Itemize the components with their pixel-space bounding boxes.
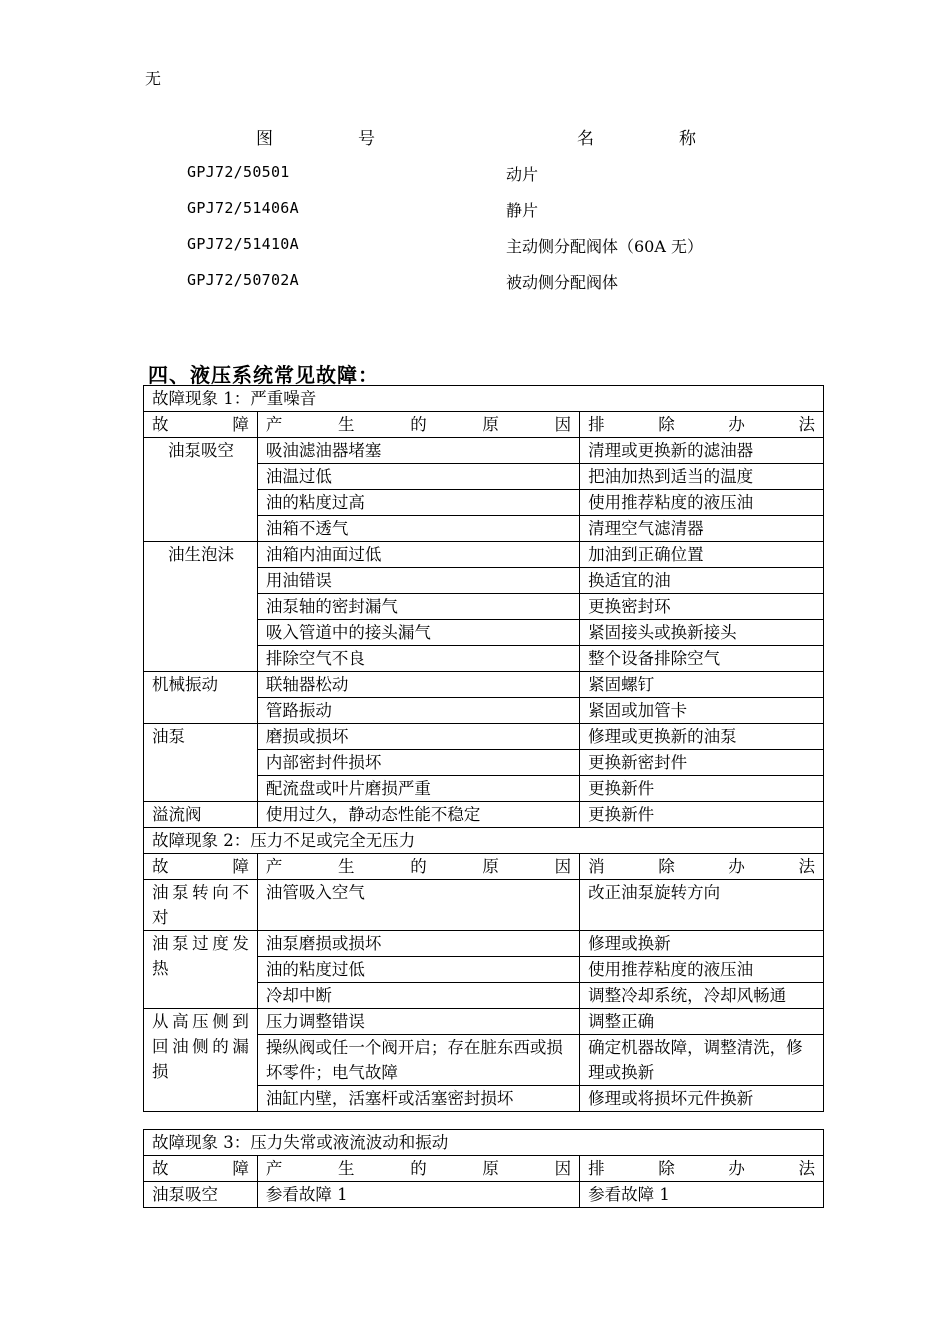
- fix-cell: 加油到正确位置: [580, 542, 824, 568]
- fault-group: 溢流阀: [144, 802, 258, 828]
- header-fix: 排除办法: [580, 1156, 824, 1182]
- fault-group: 油泵: [144, 724, 258, 802]
- fix-cell: 调整冷却系统，冷却风畅通: [580, 983, 824, 1009]
- part-name: 静片: [506, 201, 539, 220]
- fault-group: 油泵过度发热: [144, 931, 258, 1009]
- header-cause: 产生的原因: [257, 412, 579, 438]
- cause-cell: 使用过久，静动态性能不稳定: [257, 802, 579, 828]
- fix-cell: 确定机器故障，调整清洗，修理或换新: [580, 1035, 824, 1086]
- cause-cell: 操纵阀或任一个阀开启；存在脏东西或损坏零件；电气故障: [257, 1035, 579, 1086]
- fault-table-1-2: [143, 385, 824, 1112]
- fix-cell: 把油加热到适当的温度: [580, 464, 824, 490]
- fault-group: 油泵转向不对: [144, 880, 258, 931]
- fix-cell: 更换新件: [580, 776, 824, 802]
- cause-cell: 排除空气不良: [257, 646, 579, 672]
- fix-cell: 参看故障 1: [580, 1182, 824, 1208]
- fix-cell: 改正油泵旋转方向: [580, 880, 824, 931]
- fault-group: 油泵吸空: [144, 1182, 258, 1208]
- cause-cell: 油温过低: [257, 464, 579, 490]
- fix-cell: 紧固接头或换新接头: [580, 620, 824, 646]
- fix-cell: 使用推荐粘度的液压油: [580, 490, 824, 516]
- header-cause: 产生的原因: [257, 1156, 579, 1182]
- header-fault: 故障: [144, 1156, 258, 1182]
- part-name: 动片: [506, 165, 539, 184]
- cause-cell: 油箱不透气: [257, 516, 579, 542]
- cause-cell: 油泵轴的密封漏气: [257, 594, 579, 620]
- part-code: GPJ72/50702A: [187, 271, 299, 289]
- fix-cell: 修理或换新: [580, 931, 824, 957]
- cause-cell: 油的粘度过低: [257, 957, 579, 983]
- cause-cell: 参看故障 1: [257, 1182, 579, 1208]
- cause-cell: 油泵磨损或损坏: [257, 931, 579, 957]
- header-fix: 消除办法: [580, 854, 824, 880]
- cause-cell: 管路振动: [257, 698, 579, 724]
- fix-cell: 修理或将损坏元件换新: [580, 1086, 824, 1112]
- fault-group: 油泵吸空: [144, 438, 258, 542]
- fault-group: 机械振动: [144, 672, 258, 724]
- cause-cell: 油缸内壁，活塞杆或活塞密封损坏: [257, 1086, 579, 1112]
- fault-group: 油生泡沫: [144, 542, 258, 672]
- fault3-title: 故障现象 3：压力失常或液流波动和振动: [144, 1130, 824, 1156]
- cause-cell: 压力调整错误: [257, 1009, 579, 1035]
- parts-header-code: 图 号: [256, 129, 375, 149]
- header-fault: 故障: [144, 854, 258, 880]
- section-title: 四、液压系统常见故障：: [148, 363, 379, 387]
- fix-cell: 清理空气滤清器: [580, 516, 824, 542]
- top-text: 无: [145, 69, 162, 88]
- parts-header-name: 名 称: [577, 129, 696, 149]
- header-fix: 排除办法: [580, 412, 824, 438]
- cause-cell: 吸油滤油器堵塞: [257, 438, 579, 464]
- part-code: GPJ72/51410A: [187, 235, 299, 253]
- part-name: 主动侧分配阀体（60A 无）: [506, 237, 704, 256]
- part-code: GPJ72/50501: [187, 163, 290, 181]
- cause-cell: 油管吸入空气: [257, 880, 579, 931]
- fault1-title: 故障现象 1：严重噪音: [144, 386, 824, 412]
- part-name: 被动侧分配阀体: [506, 273, 619, 292]
- cause-cell: 磨损或损坏: [257, 724, 579, 750]
- fix-cell: 清理或更换新的滤油器: [580, 438, 824, 464]
- fault-group: 从高压侧到回油侧的漏损: [144, 1009, 258, 1112]
- cause-cell: 吸入管道中的接头漏气: [257, 620, 579, 646]
- fault2-title: 故障现象 2：压力不足或完全无压力: [144, 828, 824, 854]
- fault-table-3: [143, 1129, 824, 1208]
- part-code: GPJ72/51406A: [187, 199, 299, 217]
- fix-cell: 调整正确: [580, 1009, 824, 1035]
- cause-cell: 内部密封件损坏: [257, 750, 579, 776]
- cause-cell: 配流盘或叶片磨损严重: [257, 776, 579, 802]
- cause-cell: 联轴器松动: [257, 672, 579, 698]
- fix-cell: 使用推荐粘度的液压油: [580, 957, 824, 983]
- fix-cell: 更换密封环: [580, 594, 824, 620]
- cause-cell: 用油错误: [257, 568, 579, 594]
- fix-cell: 更换新密封件: [580, 750, 824, 776]
- fix-cell: 换适宜的油: [580, 568, 824, 594]
- fix-cell: 修理或更换新的油泵: [580, 724, 824, 750]
- header-cause: 产生的原因: [257, 854, 579, 880]
- fix-cell: 整个设备排除空气: [580, 646, 824, 672]
- cause-cell: 油箱内油面过低: [257, 542, 579, 568]
- cause-cell: 冷却中断: [257, 983, 579, 1009]
- fix-cell: 更换新件: [580, 802, 824, 828]
- fix-cell: 紧固或加管卡: [580, 698, 824, 724]
- header-fault: 故障: [144, 412, 258, 438]
- fix-cell: 紧固螺钉: [580, 672, 824, 698]
- cause-cell: 油的粘度过高: [257, 490, 579, 516]
